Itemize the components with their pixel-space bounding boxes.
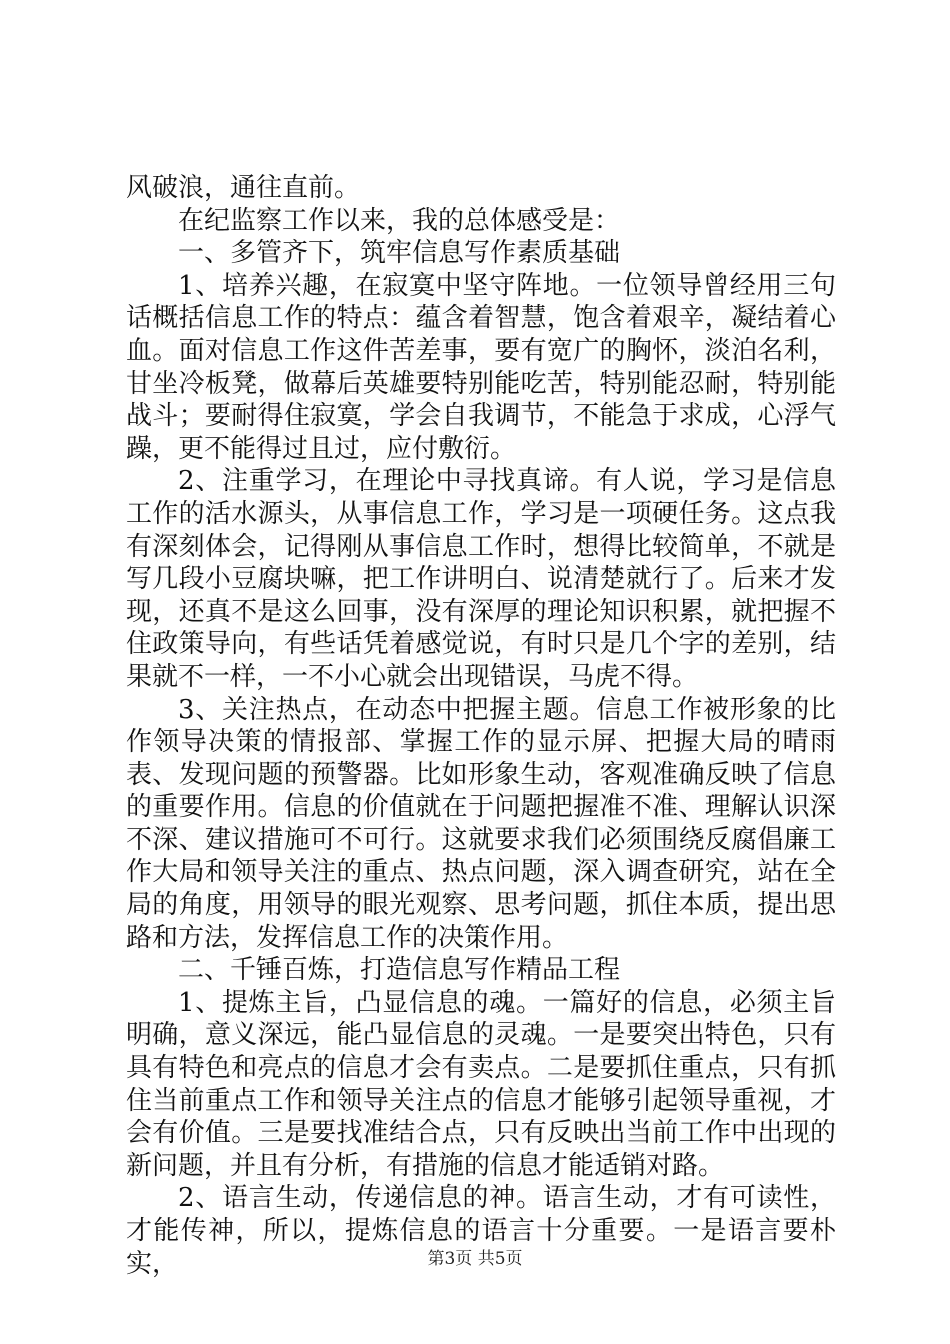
document-body: [126, 172, 836, 1280]
paragraph-7: 2、语言生动，传递信息的神。语言生动，才有可读性，才能传神，所以，提炼信息的语言十分重要。一是语言要朴实，: [126, 1183, 836, 1279]
paragraph-4: 2、注重学习，在理论中寻找真谛。有人说，学习是信息工作的活水源头，从事信息工作，学习是一项硬任务。这点我有深刻体会，记得刚从事信息工作时，想得比较简单，不就是写几段小豆腐块嘛，把工作讲明白、说清楚就行了。后来才发现，还真不是这么回事，没有深厚的理论知识积累，就把握不住政策导向，有些话凭着感觉说，有时只是几个字的差别，结果就不一样，一不小心就会出现错误，马虎不得。: [126, 466, 836, 692]
paragraph-6: 1、提炼主旨，凸显信息的魂。一篇好的信息，必须主旨明确，意义深远，能凸显信息的灵魂。一是要突出特色，只有具有特色和亮点的信息才会有卖点。二是要抓住重点，只有抓住当前重点工作和领导关注点的信息才能够引起领导重视，才会有价值。三是要找准结合点，只有反映出当前工作中出现的新问题，并且有分析，有措施的信息才能适销对路。: [126, 987, 836, 1181]
section-heading-2: 二、千锤百炼，打造信息写作精品工程: [178, 955, 621, 986]
section-heading-1: 一、多管齐下，筑牢信息写作素质基础: [178, 238, 621, 269]
paragraph-1: 风破浪，通往直前。: [126, 173, 361, 203]
paragraph-2: 在纪监察工作以来，我的总体感受是：: [178, 205, 621, 236]
paragraph-3: 1、培养兴趣，在寂寞中坚守阵地。一位领导曾经用三句话概括信息工作的特点：蕴含着智慧，饱含着艰辛，凝结着心血。面对信息工作这件苦差事，要有宽广的胸怀，淡泊名利，甘坐冷板凳，做幕后英雄要特别能吃苦，特别能忍耐，特别能战斗；要耐得住寂寞，学会自我调节，不能急于求成，心浮气躁，更不能得过且过，应付敷衍。: [126, 270, 836, 464]
page-number: 第3页 共5页: [427, 1249, 523, 1269]
paragraph-5: 3、关注热点，在动态中把握主题。信息工作被形象的比作领导决策的情报部、掌握工作的显示屏、把握大局的晴雨表、发现问题的预警器。比如形象生动，客观准确反映了信息的重要作用。信息的价值就在于问题把握准不准、理解认识深不深、建议措施可不可行。这就要求我们必须围绕反腐倡廉工作大局和领导关注的重点、热点问题，深入调查研究，站在全局的角度，用领导的眼光观察、思考问题，抓住本质，提出思路和方法，发挥信息工作的决策作用。: [126, 694, 836, 953]
